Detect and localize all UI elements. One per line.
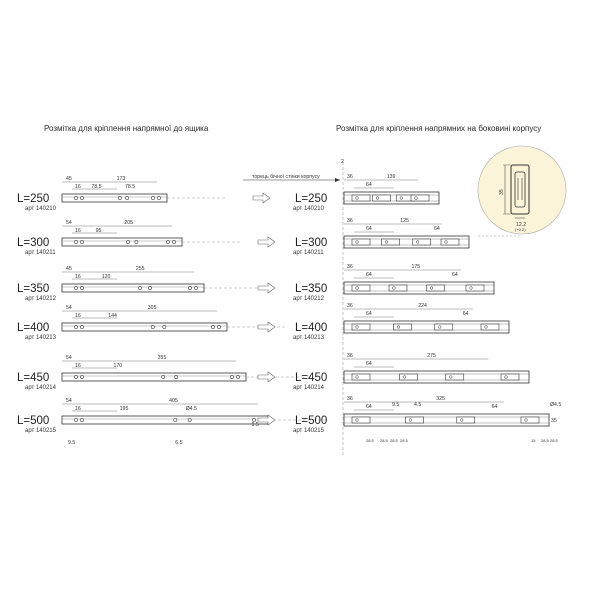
mount-hole — [393, 287, 396, 290]
length-label-right: L=350 — [295, 283, 328, 295]
right-dimension: 64 — [366, 182, 372, 188]
mount-hole — [397, 326, 400, 329]
mount-hole — [416, 241, 419, 244]
right-dimension: 36 — [347, 218, 353, 224]
article-label-right: арт 140210 — [293, 206, 324, 212]
right-dimension: 28.5 — [400, 438, 408, 443]
mount-slot — [352, 239, 370, 245]
mount-hole — [415, 197, 418, 200]
mount-slot — [352, 195, 370, 201]
mount-hole — [460, 419, 463, 422]
mount-hole — [403, 376, 406, 379]
mount-hole — [230, 375, 233, 378]
right-dimension: 28.5 — [390, 438, 398, 443]
left-dimension: 16 — [75, 228, 81, 234]
right-dimension: 35 — [551, 418, 557, 424]
wall-tick-label: 2 — [341, 159, 344, 165]
left-dimension: 16 — [75, 406, 81, 412]
wall-label: торець бічної стінки корпусу — [252, 174, 320, 180]
mount-hole — [174, 418, 177, 421]
mount-hole — [211, 325, 214, 328]
inset-tolerance-label: (+0.2) — [515, 227, 526, 232]
mount-hole — [217, 325, 220, 328]
left-dimension: 205 — [124, 220, 134, 226]
left-dimension: 173 — [116, 176, 126, 182]
length-label: L=250 — [17, 193, 50, 205]
right-dimension: 15 — [531, 438, 536, 443]
length-label-right: L=250 — [295, 193, 328, 205]
drawer-rail — [62, 416, 268, 424]
length-label: L=400 — [17, 322, 50, 334]
mount-slot — [501, 374, 519, 380]
length-label-right: L=300 — [295, 237, 328, 249]
mount-hole — [188, 418, 191, 421]
article-label: арт 140210 — [25, 206, 56, 212]
mount-hole — [74, 375, 77, 378]
mount-hole — [80, 418, 83, 421]
right-dimension: 224 — [418, 303, 427, 309]
mount-hole — [430, 287, 433, 290]
right-dimension: 36 — [347, 264, 353, 270]
mount-hole — [163, 325, 166, 328]
transfer-arrow — [258, 237, 275, 247]
left-dimension: 355 — [157, 355, 167, 361]
rail-row — [17, 174, 439, 212]
transfer-arrow — [258, 372, 275, 382]
rail-row — [17, 396, 561, 446]
article-label-right: арт 140213 — [293, 335, 324, 341]
mount-hole — [174, 375, 177, 378]
mount-slot — [373, 195, 391, 201]
mount-hole — [356, 419, 359, 422]
mount-slot — [411, 195, 429, 201]
mount-slot — [427, 285, 445, 291]
article-label-right: арт 140211 — [293, 250, 324, 256]
right-dimension: 175 — [411, 264, 421, 270]
left-dimension: 195 — [119, 406, 129, 412]
mount-hole — [356, 287, 359, 290]
mount-hole — [74, 325, 77, 328]
right-dimension: 36 — [347, 174, 353, 180]
article-label: арт 140213 — [25, 335, 56, 341]
article-label-right: арт 140214 — [293, 385, 324, 391]
mount-hole — [449, 376, 452, 379]
mount-hole — [80, 286, 83, 289]
mount-slot — [352, 285, 370, 291]
mount-hole — [157, 196, 160, 199]
left-dimension: Ø4.5 — [185, 406, 197, 412]
mount-hole — [135, 240, 138, 243]
article-label: арт 140212 — [25, 296, 56, 302]
drawer-rail — [62, 323, 227, 331]
length-label-right: L=400 — [295, 322, 328, 334]
mount-slot — [413, 239, 431, 245]
mount-hole — [151, 196, 154, 199]
mount-hole — [385, 241, 388, 244]
wall-label-arrowhead — [335, 178, 340, 182]
mount-slot — [441, 239, 459, 245]
mount-slot — [352, 374, 370, 380]
mount-hole — [126, 240, 129, 243]
inset-height-label: 35 — [499, 189, 505, 195]
left-dimension: 16 — [75, 274, 81, 280]
left-dimension: 54 — [66, 355, 72, 361]
cabinet-rail — [344, 414, 549, 426]
length-label: L=300 — [17, 237, 50, 249]
mount-hole — [356, 241, 359, 244]
left-dimension: 54 — [66, 398, 72, 404]
transfer-arrow — [258, 283, 275, 293]
left-dimension: 54 — [66, 305, 72, 311]
mount-hole — [151, 325, 154, 328]
article-label: арт 140215 — [25, 428, 56, 434]
mount-slot — [400, 374, 418, 380]
right-dimension: 28.5 — [550, 438, 558, 443]
right-dimension: 9.5 — [392, 402, 400, 408]
right-dimension: 36 — [347, 303, 353, 309]
mount-hole — [162, 375, 165, 378]
mount-slot — [481, 324, 499, 330]
mount-hole — [194, 286, 197, 289]
rail-row — [17, 218, 469, 256]
left-dimension: 9.5 — [251, 422, 259, 428]
right-title: Розмітка для кріплення напрямних на боковині корпусу — [336, 124, 542, 133]
mount-hole — [356, 326, 359, 329]
mount-hole — [166, 240, 169, 243]
right-dimension: 28.5 — [366, 438, 374, 443]
mount-hole — [438, 326, 441, 329]
mount-hole — [409, 419, 412, 422]
mount-hole — [148, 286, 151, 289]
mount-slot — [352, 324, 370, 330]
article-label: арт 140214 — [25, 385, 56, 391]
left-dimension: 305 — [147, 305, 157, 311]
mount-hole — [485, 326, 488, 329]
mount-hole — [505, 376, 508, 379]
mount-slot — [435, 324, 453, 330]
mount-hole — [80, 196, 83, 199]
length-label: L=350 — [17, 283, 50, 295]
profile-inset — [478, 146, 566, 236]
rail-row — [17, 353, 529, 391]
mount-hole — [80, 375, 83, 378]
article-label: арт 140211 — [25, 250, 56, 256]
mount-hole — [74, 196, 77, 199]
right-dimension: 36 — [347, 353, 353, 359]
left-dimension: 9.5 — [68, 440, 76, 446]
right-dimension: 325 — [436, 396, 445, 402]
right-dimension: 275 — [427, 353, 436, 359]
left-dimension: 16 — [75, 363, 81, 369]
mount-hole — [80, 325, 83, 328]
left-dimension: 45 — [66, 176, 72, 182]
drawer-rail — [62, 238, 182, 246]
length-label-right: L=450 — [295, 372, 328, 384]
length-label: L=450 — [17, 372, 50, 384]
left-dimension: 45 — [66, 266, 72, 272]
left-dimension: 405 — [169, 398, 178, 404]
right-dimension: 28.5 — [380, 438, 388, 443]
transfer-arrow — [258, 415, 275, 425]
left-dimension: 170 — [113, 363, 123, 369]
mount-slot — [457, 417, 475, 423]
right-dimension: 64 — [366, 361, 372, 367]
mount-slot — [394, 324, 412, 330]
mount-hole — [356, 376, 359, 379]
rail-row — [17, 264, 494, 302]
mount-hole — [74, 418, 77, 421]
drawer-rail — [62, 373, 246, 381]
mount-hole — [470, 287, 473, 290]
mount-hole — [126, 196, 129, 199]
mount-hole — [376, 197, 379, 200]
mount-hole — [188, 286, 191, 289]
mount-slot — [521, 417, 539, 423]
mount-hole — [445, 241, 448, 244]
right-dimension: 28.5 — [541, 438, 549, 443]
left-dimension: 78.5 — [91, 184, 102, 190]
right-dimension: 64 — [452, 272, 458, 278]
left-title: Розмітка для кріплення напрямної до ящика — [44, 124, 209, 133]
left-dimension: 95 — [95, 228, 102, 234]
left-dimension: 78.5 — [125, 184, 136, 190]
left-dimension: 54 — [66, 220, 72, 226]
mount-hole — [80, 240, 83, 243]
right-dimension: 64 — [366, 311, 372, 317]
right-dimension: 64 — [491, 404, 498, 410]
mount-slot — [406, 417, 424, 423]
left-dimension: 6.5 — [175, 440, 183, 446]
mount-slot — [382, 239, 400, 245]
right-dimension: 64 — [462, 311, 469, 317]
right-dimension: 64 — [434, 226, 440, 232]
article-label-right: арт 140212 — [293, 296, 324, 302]
rail-row — [17, 303, 509, 341]
mount-slot — [389, 285, 407, 291]
transfer-arrow — [253, 193, 270, 203]
mount-hole — [525, 419, 528, 422]
mount-hole — [74, 286, 77, 289]
length-label: L=500 — [17, 415, 50, 427]
transfer-arrow — [258, 322, 275, 332]
mount-hole — [356, 197, 359, 200]
inset-width-label: 12.2 — [516, 222, 527, 228]
right-dimension: 125 — [400, 218, 409, 224]
mount-hole — [236, 375, 239, 378]
left-dimension: 16 — [75, 184, 81, 190]
right-dimension: 4.5 — [414, 402, 422, 408]
mount-hole — [74, 240, 77, 243]
mount-slot — [466, 285, 484, 291]
length-label-right: L=500 — [295, 415, 328, 427]
article-label-right: арт 140215 — [293, 428, 324, 434]
right-dimension: 64 — [366, 226, 372, 232]
left-dimension: 255 — [135, 266, 145, 272]
right-dimension: Ø4.5 — [550, 402, 562, 408]
mount-slot — [446, 374, 464, 380]
mount-hole — [118, 196, 121, 199]
right-dimension: 139 — [386, 174, 396, 180]
right-dimension: 36 — [347, 396, 353, 402]
left-dimension: 120 — [101, 274, 111, 280]
mount-slot — [352, 417, 370, 423]
mount-hole — [400, 197, 403, 200]
mount-hole — [139, 286, 142, 289]
mount-hole — [172, 240, 175, 243]
right-dimension: 64 — [366, 404, 372, 410]
left-dimension: 144 — [108, 313, 117, 319]
right-dimension: 64 — [366, 272, 372, 278]
left-dimension: 16 — [75, 313, 81, 319]
